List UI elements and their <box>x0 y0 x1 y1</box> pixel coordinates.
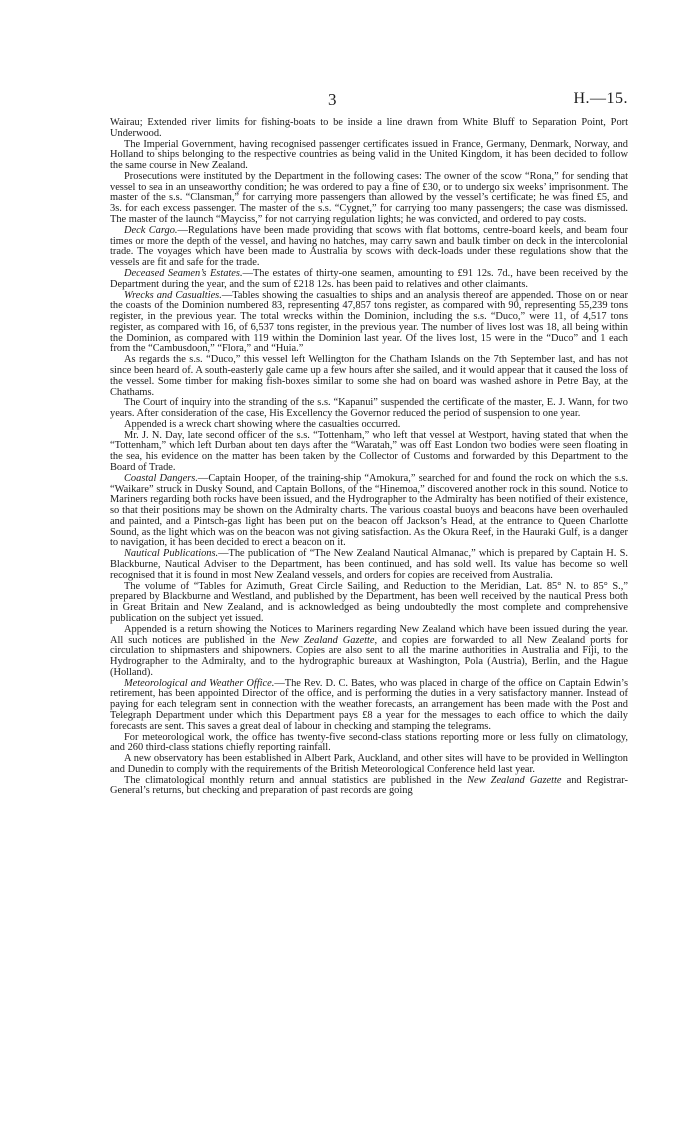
page-header <box>110 90 628 112</box>
paragraph-kapanui: The Court of inquiry into the stranding of the s.s. “Kapanui” suspended the certificate of the master, E. J. Wann, for two years. After consideration of the case, His Excellency the Governor reduced the period of suspension to one year. <box>110 397 628 420</box>
body-text <box>110 118 628 797</box>
paragraph-notices-to-mariners: Appended is a return showing the Notices to Mariners regarding New Zealand which have been issued during the year. All such notices are published in the New Zealand Gazette, and copies are forwarded to all New Zealand ports for circulation to shipmasters and shipowners. Copies are also sent to all the marine authorities in Australia and Fiji, to the Hydrographer to the Admiralty, and to the hydrographic bureaux at Washington, Pola (Austria), Berlin, and the Hague (Holland). <box>110 623 629 678</box>
paragraph-wrecks: Wrecks and Casualties.—Tables showing the casualties to ships and an analysis thereof are appended. Those on or near the coasts of the Dominion numbered 83, representing 47,857 tons register, as compared with 90, representing 55,239 tons register, in the previous year. The total wrecks within the Dominion, including the s.s. “Duco,” were 11, of 4,517 tons register, as compared with 16, of 6,537 tons register, in the previous year. The number of lives lost was 18, all being within the Dominion, as compared with 119 within the Dominion last year. Of the lives lost, 15 were in the “Duco” and 1 each from the “Cambusdoon,” “Flora,” and “Huia.” <box>110 289 628 355</box>
section-heading: Deck Cargo. <box>124 224 178 236</box>
paragraph-coastal-dangers: Coastal Dangers.—Captain Hooper, of the training-ship “Amokura,” searched for and found the rock on which the s.s. “Waikare” struck in Dusky Sound, and Captain Bollons, of the “Hinemoa,” discovered another rock in this sound. Notice to Mariners regarding both rocks have been issued, and the Hydrographer to the Admiralty has been notified of their existence, so that their positions may be shown on the Admiralty charts. The various coastal buoys and beacons have been overhauled and painted, and a Pintsch-gas light has been put on the beacon off Jackson’s Head, at the entrance to Queen Charlotte Sound, as the light which was on the beacon was not giving satisfaction. As the Okura Reef, in the Hauraki Gulf, is a danger to navigation, it has been decided to erect a beacon on it. <box>110 472 628 549</box>
paragraph-meteorological-office: Meteorological and Weather Office.—The Rev. D. C. Bates, who was placed in charge of the office on Captain Edwin’s retirement, has been appointed Director of the office, and is performing the duties in a very satisfactory manner. Instead of paying for each telegram sent in connection with the weather forecasts, an arrangement has been made with the Post and Telegraph Department under which this Department pays £8 a year for the messages to each office to which the daily forecasts are sent. This saves a great deal of labour in checking and stamping the telegrams. <box>110 677 628 732</box>
paragraph-nautical-publications: Nautical Publications.—The publication of “The New Zealand Nautical Almanac,” which is prepared by Captain H. S. Blackburne, Nautical Adviser to the Department, has been continued, and has sold well. Its value has become so well recognised that it is found in most New Zealand vessels, and orders for copies are received from Australia. <box>110 548 628 581</box>
section-heading: Deceased Seamen’s Estates. <box>124 267 243 279</box>
paragraph-duco: As regards the s.s. “Duco,” this vessel left Wellington for the Chatham Islands on the 7th September last, and has not since been heard of. A south-easterly gale came up a few hours after she sailed, and it would appear that it caused the loss of the vessel. Some timber for making fish-boxes similar to some she had on board was washed ashore in Petre Bay, at the Chathams. <box>110 354 628 398</box>
paragraph-river-limits: Wairau; Extended river limits for fishing-boats to be inside a line drawn from White Bluff to Separation Point, Port Underwood. <box>110 117 628 139</box>
paragraph-prosecutions: Prosecutions were instituted by the Department in the following cases: The owner of the scow “Rona,” for sending that vessel to sea in an unseaworthy condition; he was ordered to pay a fine of £30, or to undergo six weeks’ imprisonment. The master of the s.s. “Clansman,” for carrying more passengers than allowed by the vessel’s certificate; he was fined £5, and 3s. for each excess passenger. The master of the s.s. “Cygnet,” for carrying too many passengers; the case was dismissed. The master of the launch “Mayciss,” for not carrying regulation lights; he was convicted, and ordered to pay costs. <box>110 170 628 226</box>
paragraph-passenger-certificates: The Imperial Government, having recognised passenger certificates issued in France, Germany, Denmark, Norway, and Holland to ships belonging to the respective countries as being valid in the United Kingdom, it has been decided to follow the same course in New Zealand. <box>110 138 628 172</box>
section-heading: Wrecks and Casualties. <box>124 289 222 301</box>
section-heading: Coastal Dangers. <box>124 472 198 484</box>
page-number: 3 <box>328 90 337 109</box>
paragraph-seamens-estates: Deceased Seamen’s Estates.—The estates of thirty-one seamen, amounting to £91 12s. 7d., have been received by the Department during the year, and the sum of £218 12s. has been paid to relatives and other claimants. <box>110 267 628 290</box>
paragraph-azimuth-tables: The volume of “Tables for Azimuth, Great Circle Sailing, and Reduction to the Meridian, Lat. 85° N. to 85° S.,” prepared by Blackburne and Westland, and published by the Department, has been well received by the nautical Press both in Great Britain and New Zealand, and is acknowledged as being undoubtedly the most complete and comprehensive publication on the subject yet issued. <box>110 580 628 624</box>
section-heading: Nautical Publications. <box>124 548 219 560</box>
section-heading: Meteorological and Weather Office. <box>124 677 275 689</box>
paragraph-observatory: A new observatory has been established in Albert Park, Auckland, and other sites will have to be provided in Wellington and Dunedin to comply with the requirements of the British Meteorological Conference held last year. <box>110 753 628 775</box>
paragraph-stations: For meteorological work, the office has twenty-five second-class stations reporting more or less fully on climatology, and 260 third-class stations chiefly reporting rainfall. <box>110 731 628 754</box>
paragraph-tottenham: Mr. J. N. Day, late second officer of the s.s. “Tottenham,” who left that vessel at Westport, having stated that when the “Tottenham,” which left Durban about ten days after the “Waratah,” was off East London two bodies were seen floating in the sea, his evidence on the matter has been taken by the Collector of Customs and forwarded by this Department to the Board of Trade. <box>110 429 628 473</box>
paragraph-climatological-return: The climatological monthly return and annual statistics are published in the New Zealand Gazette and Registrar-General’s returns, but checking and preparation of past records are going <box>110 774 629 797</box>
paragraph-deck-cargo: Deck Cargo.—Regulations have been made providing that scows with flat bottoms, centre-board keels, and beam four times or more the depth of the vessel, and having no hatches, may carry sawn and baulk timber on deck in the intercolonial trade. The voyages which have been made to Australia by scows with deck-loads under these regulations show that the vessels are fit and safe for the trade. <box>110 224 629 269</box>
document-reference: H.—15. <box>573 90 628 107</box>
paragraph-wreck-chart: Appended is a wreck chart showing where the casualties occurred. <box>124 418 401 430</box>
